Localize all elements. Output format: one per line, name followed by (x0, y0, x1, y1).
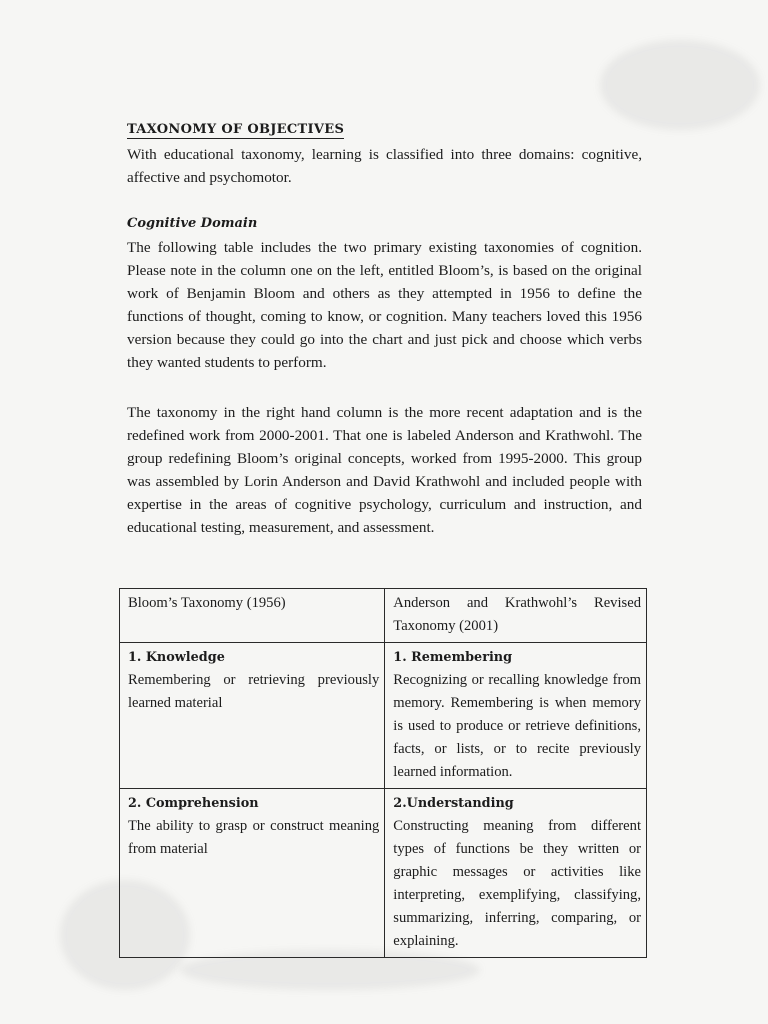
taxonomy-table (119, 588, 647, 958)
header-anderson: Anderson and Krathwohl’s Revised Taxonomy (2001) (385, 589, 647, 643)
term-remembering: 1. Remembering (393, 650, 513, 665)
document-heading: TAXONOMY OF OBJECTIVES (127, 122, 345, 137)
table-cell (120, 789, 385, 958)
table-cell (385, 789, 647, 958)
desc-knowledge: Remembering or retrieving previously learned material (128, 672, 380, 711)
table-row (120, 643, 647, 789)
header-bloom: Bloom’s Taxonomy (1956) (120, 589, 385, 643)
scan-smudge (600, 40, 760, 130)
paragraph-bloom: The following table includes the two primary existing taxonomies of cognition. Please note in the column one on the left, entitled Bloom’s, is based on the original work of Benjamin Bloom and others as they attempted in 1956 to define the functions of thought, coming to know, or cognition. Many teachers loved this 1956 version because they could go into the chart and just pick and choose which verbs they wanted students to perform. (127, 239, 642, 371)
paragraph-anderson: The taxonomy in the right hand column is the more recent adaptation and is the redefined work from 2000-2001. That one is labeled Anderson and Krathwohl. The group redefining Bloom’s original concepts, worked from 1995-2000. This group was assembled by Lorin Anderson and David Krathwohl and included people with expertise in the areas of cognitive psychology, curriculum and instruction, and educational testing, measurement, and assessment. (127, 404, 642, 536)
term-understanding: 2.Understanding (393, 796, 514, 811)
desc-remembering: Recognizing or recalling knowledge from memory. Remembering is when memory is used to produce or retrieve definitions, facts, or lists, or to recite previously learned information. (393, 672, 641, 780)
table-row (120, 789, 647, 958)
section-title: Cognitive Domain (127, 216, 258, 231)
desc-understanding: Constructing meaning from different types of functions be they written or graphic messages or activities like interpreting, exemplifying, classifying, summarizing, inferring, comparing, or explaining. (393, 818, 641, 949)
table-cell (385, 643, 647, 789)
table-cell (120, 643, 385, 789)
term-comprehension: 2. Comprehension (128, 796, 259, 811)
table-header-row (120, 589, 647, 643)
intro-paragraph: With educational taxonomy, learning is classified into three domains: cognitive, affective and psychomotor. (127, 146, 642, 186)
term-knowledge: 1. Knowledge (128, 650, 225, 665)
desc-comprehension: The ability to grasp or construct meaning from material (128, 818, 380, 857)
